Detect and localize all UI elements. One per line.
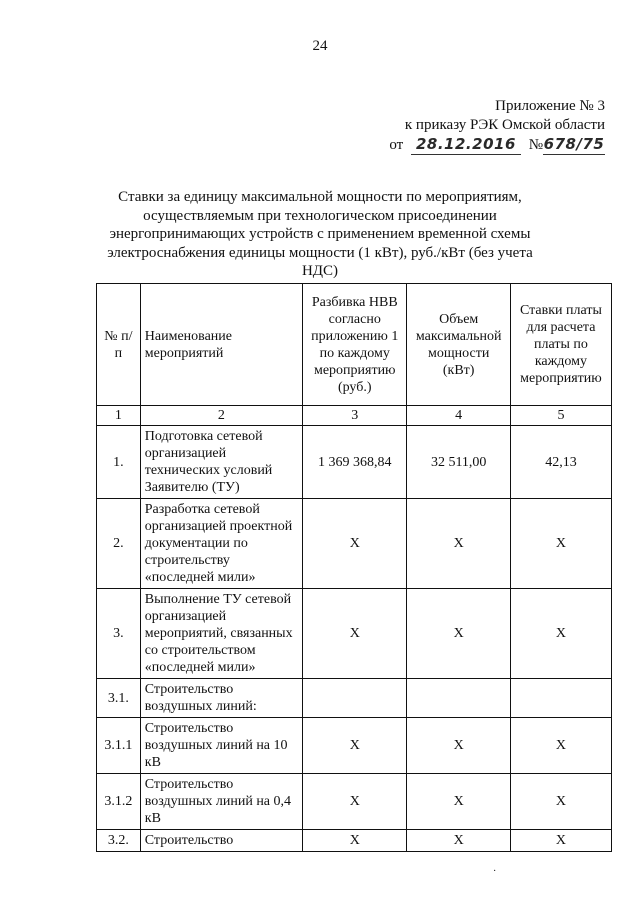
document-title: Ставки за единицу максимальной мощности по мероприятиям, осуществляемым при технологическом присоединении энергопринимающих устройств с применением временной схемы электроснабжения единицы мощности (1 кВт), руб./кВт (без учета НДС) bbox=[107, 189, 533, 279]
row-nvv: Х bbox=[303, 774, 407, 830]
row-power: 32 511,00 bbox=[407, 426, 510, 499]
row-number: 1. bbox=[97, 426, 141, 499]
row-nvv: Х bbox=[303, 718, 407, 774]
row-name: Разработка сетевой организацией проектной документации по строительству «последней мили» bbox=[140, 499, 302, 589]
table-row bbox=[97, 679, 612, 718]
column-number: 5 bbox=[510, 406, 611, 426]
row-name: Выполнение ТУ сетевой организацией мероприятий, связанных со строительством «последней мили» bbox=[140, 589, 302, 679]
row-name: Строительство воздушных линий: bbox=[140, 679, 302, 718]
row-rate: Х bbox=[510, 589, 611, 679]
row-number: 3. bbox=[97, 589, 141, 679]
row-power: Х bbox=[407, 774, 510, 830]
row-power: Х bbox=[407, 589, 510, 679]
appendix-order-ref: к приказу РЭК Омской области bbox=[404, 117, 605, 133]
row-name: Подготовка сетевой организацией технических условий Заявителю (ТУ) bbox=[140, 426, 302, 499]
row-number: 2. bbox=[97, 499, 141, 589]
column-number: 3 bbox=[303, 406, 407, 426]
table-row bbox=[97, 426, 612, 499]
column-number: 2 bbox=[140, 406, 302, 426]
column-number-row bbox=[97, 406, 612, 426]
row-nvv: Х bbox=[303, 589, 407, 679]
column-number: 1 bbox=[97, 406, 141, 426]
row-name: Строительство bbox=[140, 830, 302, 852]
row-number: 3.1. bbox=[97, 679, 141, 718]
row-number: 3.1.1 bbox=[97, 718, 141, 774]
appendix-header bbox=[389, 97, 605, 155]
column-number: 4 bbox=[407, 406, 510, 426]
table-row bbox=[97, 830, 612, 852]
row-rate: Х bbox=[510, 499, 611, 589]
row-power: Х bbox=[407, 830, 510, 852]
table-row bbox=[97, 499, 612, 589]
row-nvv: 1 369 368,84 bbox=[303, 426, 407, 499]
table-row bbox=[97, 718, 612, 774]
row-rate: 42,13 bbox=[510, 426, 611, 499]
handwritten-order-number: 678/75 bbox=[543, 135, 605, 153]
row-nvv: Х bbox=[303, 499, 407, 589]
rates-table bbox=[96, 283, 612, 852]
row-rate: Х bbox=[510, 774, 611, 830]
header-power: Объем максимальной мощности (кВт) bbox=[407, 284, 510, 406]
row-power: Х bbox=[407, 718, 510, 774]
table-row bbox=[97, 589, 612, 679]
row-rate: Х bbox=[510, 718, 611, 774]
row-number: 3.2. bbox=[97, 830, 141, 852]
header-name: Наименование мероприятий bbox=[140, 284, 302, 406]
row-name: Строительство воздушных линий на 10 кВ bbox=[140, 718, 302, 774]
header-rate: Ставки платы для расчета платы по каждому мероприятию bbox=[510, 284, 611, 406]
row-rate: Х bbox=[510, 830, 611, 852]
number-label: № bbox=[528, 137, 543, 153]
page-mark: · bbox=[493, 866, 497, 877]
row-rate bbox=[510, 679, 611, 718]
header-nvv: Разбивка НВВ согласно приложению 1 по каждому мероприятию (руб.) bbox=[303, 284, 407, 406]
row-nvv bbox=[303, 679, 407, 718]
row-number: 3.1.2 bbox=[97, 774, 141, 830]
row-name: Строительство воздушных линий на 0,4 кВ bbox=[140, 774, 302, 830]
page-number: 24 bbox=[312, 38, 328, 54]
from-label: от bbox=[389, 137, 404, 153]
appendix-title: Приложение № 3 bbox=[495, 98, 605, 114]
order-date-line bbox=[389, 135, 605, 155]
row-power: Х bbox=[407, 499, 510, 589]
table-header-row bbox=[97, 284, 612, 406]
row-power bbox=[407, 679, 510, 718]
header-number: № п/п bbox=[97, 284, 141, 406]
table-row bbox=[97, 774, 612, 830]
handwritten-date: 28.12.2016 bbox=[411, 135, 521, 155]
row-nvv: Х bbox=[303, 830, 407, 852]
